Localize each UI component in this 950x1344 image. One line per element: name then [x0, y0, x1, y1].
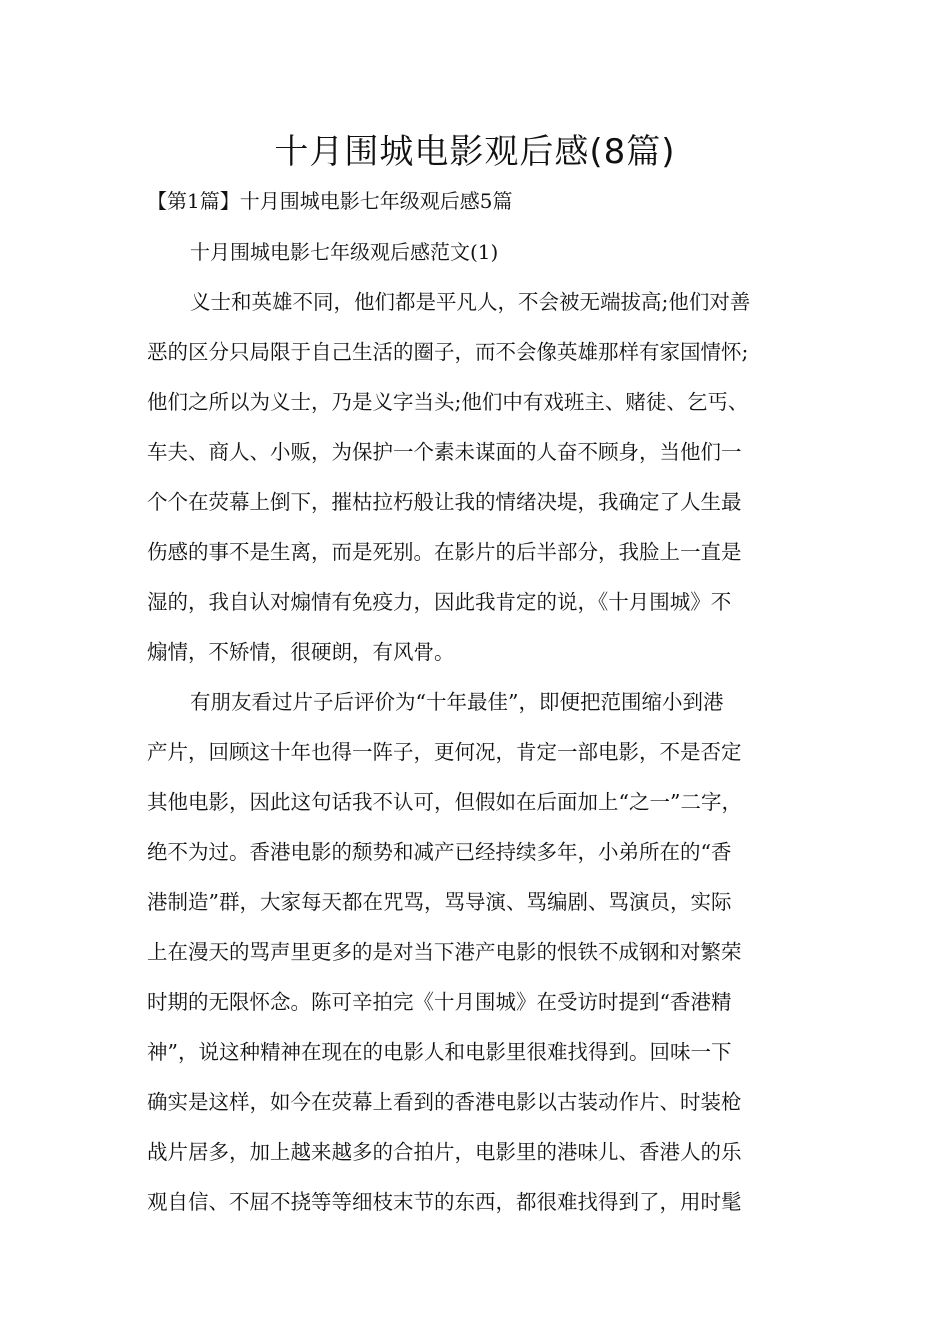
paragraph-1-line: 煽情，不矫情，很硬朗，有风骨。 — [147, 640, 455, 664]
paragraph-2-line: 确实是这样，如今在荧幕上看到的香港电影以古装动作片、时装枪 — [147, 1090, 742, 1114]
paragraph-2-line: 港制造”群，大家每天都在咒骂，骂导演、骂编剧、骂演员，实际 — [147, 890, 732, 914]
essay-subheading: 十月围城电影七年级观后感范文(1) — [190, 240, 499, 264]
paragraph-1-line: 他们之所以为义士，乃是义字当头;他们中有戏班主、赌徒、乞丐、 — [147, 390, 749, 414]
paragraph-2-line: 时期的无限怀念。陈可辛拍完《十月围城》在受访时提到“香港精 — [147, 990, 732, 1014]
paragraph-2-line: 战片居多，加上越来越多的合拍片，电影里的港味儿、香港人的乐 — [147, 1140, 742, 1164]
paragraph-1-line: 个个在荧幕上倒下，摧枯拉朽般让我的情绪决堤，我确定了人生最 — [147, 490, 742, 514]
paragraph-2-line: 绝不为过。香港电影的颓势和减产已经持续多年，小弟所在的“香 — [147, 840, 732, 864]
paragraph-2-line: 观自信、不屈不挠等等细枝末节的东西，都很难找得到了，用时髦 — [147, 1190, 742, 1214]
paragraph-1-line: 伤感的事不是生离，而是死别。在影片的后半部分，我脸上一直是 — [147, 540, 742, 564]
paragraph-2-line: 神”，说这种精神在现在的电影人和电影里很难找得到。回味一下 — [147, 1040, 732, 1064]
paragraph-1-line: 湿的，我自认对煽情有免疫力，因此我肯定的说，《十月围城》不 — [147, 590, 732, 614]
paragraph-2-line: 产片，回顾这十年也得一阵子，更何况，肯定一部电影，不是否定 — [147, 740, 742, 764]
paragraph-1-line: 车夫、商人、小贩，为保护一个素未谋面的人奋不顾身，当他们一 — [147, 440, 742, 464]
paragraph-2-line: 有朋友看过片子后评价为“十年最佳”，即便把范围缩小到港 — [190, 690, 724, 714]
paragraph-2-line: 上在漫天的骂声里更多的是对当下港产电影的恨铁不成钢和对繁荣 — [147, 940, 742, 964]
paragraph-1-line: 恶的区分只局限于自己生活的圈子，而不会像英雄那样有家国情怀; — [147, 340, 749, 364]
section-heading: 【第1篇】十月围城电影七年级观后感5篇 — [147, 189, 513, 213]
paragraph-2-line: 其他电影，因此这句话我不认可，但假如在后面加上“之一”二字， — [147, 790, 742, 814]
document-title: 十月围城电影观后感(8篇) — [274, 132, 676, 172]
paragraph-1-line: 义士和英雄不同，他们都是平凡人，不会被无端拔高;他们对善 — [190, 290, 751, 314]
